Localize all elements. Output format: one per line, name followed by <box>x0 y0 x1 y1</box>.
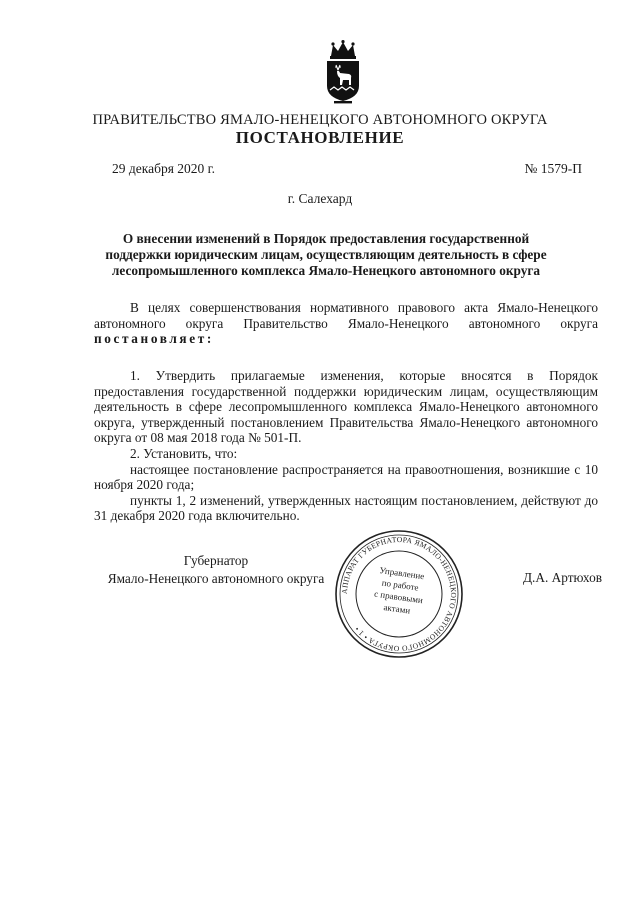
stamp-line-4: актами <box>382 602 411 616</box>
coat-of-arms-emblem <box>324 40 362 106</box>
stamp-ring-text: АППАРАТ ГУБЕРНАТОРА ЯМАЛО-НЕНЕЦКОГО АВТОНОМНОГО ОКРУГА • 1 • <box>339 534 459 654</box>
document-number: № 1579-П <box>524 161 582 176</box>
document-subject: О внесении изменений в Порядок предоставления государственной поддержки юридическим лицам, осуществляющим деятельность в сфере лесопромышленного комплекса Ямало-Ненецкого автономного округа <box>105 231 547 278</box>
organization-name: ПРАВИТЕЛЬСТВО ЯМАЛО-НЕНЕЦКОГО АВТОНОМНОГО ОКРУГА <box>92 112 548 128</box>
document-date: 29 декабря 2020 г. <box>112 161 216 176</box>
item-2-subitem-1: настоящее постановление распространяется на правоотношения, возникшие с 10 ноября 2020 года; <box>94 461 598 493</box>
signatory-position-line2: Ямало-Ненецкого автономного округа <box>107 571 325 586</box>
preamble-block <box>94 300 598 347</box>
document-type-title: ПОСТАНОВЛЕНИЕ <box>235 128 405 147</box>
signatory-name: Д.А. Артюхов <box>522 570 602 585</box>
document-city: г. Салехард <box>287 191 353 206</box>
preamble-text: В целях совершенствования нормативного правового акта Ямало-Ненецкого автономного округа Правительство Ямало-Ненецкого автономного округа <box>94 300 598 331</box>
stamp-line-2: по работе <box>381 577 420 593</box>
signatory-position-line1: Губернатор <box>183 553 249 568</box>
items-block <box>94 368 598 524</box>
preamble-paragraph <box>94 300 598 347</box>
resolves-keyword: постановляет: <box>94 331 214 347</box>
item-2-subitem-2: пункты 1, 2 изменений, утвержденных настоящим постановлением, действуют до 31 декабря 2020 года включительно. <box>94 492 598 524</box>
official-stamp <box>334 528 464 660</box>
item-1: 1. Утвердить прилагаемые изменения, которые вносятся в Порядок предоставления государственной поддержки юридическим лицам, осуществляющим деятельность в сфере лесопромышленного комплекса Ямало-Ненецкого автономного округа, утвержденный постановлением Правительства Ямало-Ненецкого автономного округа от 08 мая 2018 года № 501-П. <box>94 368 598 446</box>
item-2: 2. Установить, что: <box>130 445 238 461</box>
stamp-line-1: Управление <box>378 565 425 582</box>
stamp-line-3: с правовыми <box>373 588 424 606</box>
signatory-position <box>98 552 334 588</box>
